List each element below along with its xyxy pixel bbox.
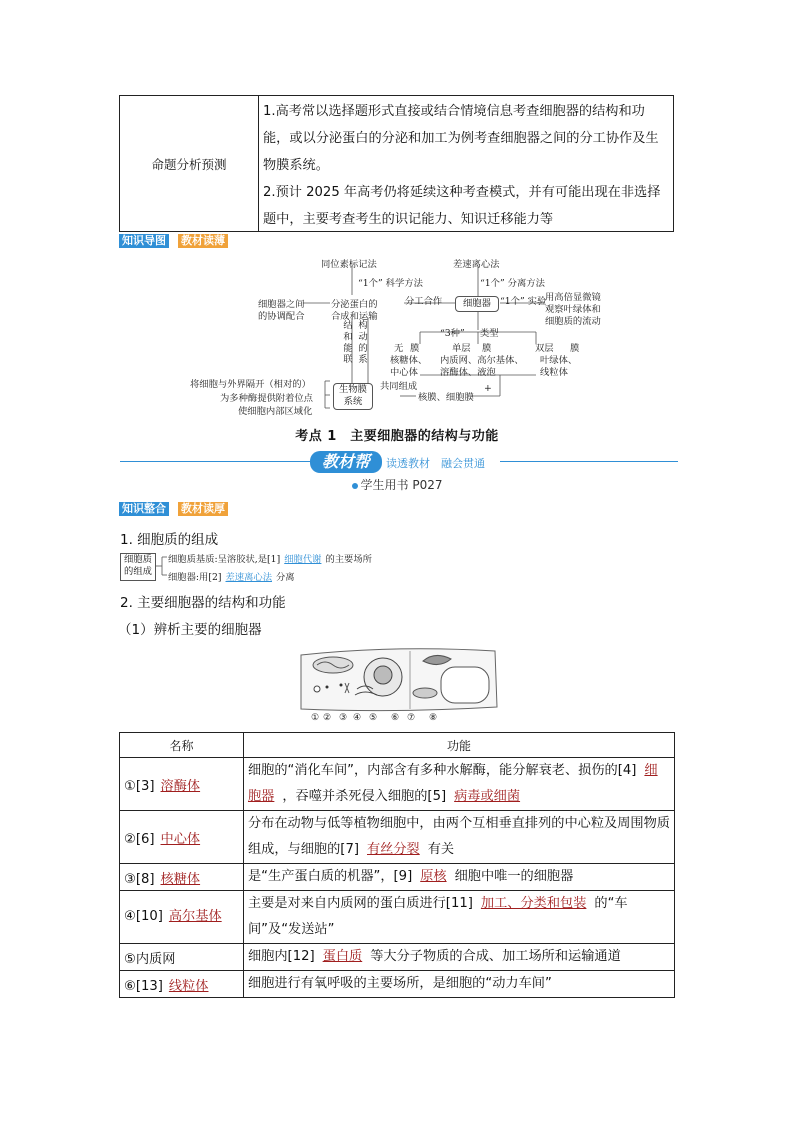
- row-4-name-pre: ④[10]: [124, 909, 163, 924]
- row-2-name-pre: ②[6]: [124, 831, 155, 847]
- table-row: [120, 758, 675, 811]
- row-1-text-a: 细胞的“消化车间”，内部含有多种水解酶，能分解衰老、损伤的: [248, 763, 618, 778]
- biomembrane-label-1: 生物膜: [339, 384, 367, 395]
- secretion-label-2: 合成和运输: [331, 311, 378, 322]
- division-label: 分工合作: [405, 296, 443, 307]
- row-1-name: [120, 758, 244, 811]
- membrane-function-2: 为多种酶提供附着位点: [220, 393, 313, 404]
- no-membrane-items-2: 中心体: [390, 367, 418, 378]
- row-2-name: [120, 811, 244, 864]
- row-2-text-b: 有关: [427, 842, 455, 857]
- cytosol-text: 细胞质基质:呈溶胶状,是[1]: [168, 554, 281, 565]
- section-organelles: 2. 主要细胞器的结构和功能: [120, 595, 286, 611]
- cell-label-4: ④: [353, 713, 362, 723]
- cytosol-text-end: 的主要场所: [325, 554, 372, 565]
- common-compose: 共同组成: [380, 381, 418, 392]
- three-types: “3种”: [440, 328, 465, 339]
- analysis-label: 命题分析预测: [120, 96, 259, 231]
- cytoplasm-box-line-1: 细胞质: [124, 554, 152, 565]
- row-3-function: [244, 864, 675, 891]
- single-membrane-items-1: 内质网、高尔基体、: [440, 355, 524, 366]
- answer-virus-bacteria: 病毒或细菌: [454, 789, 521, 804]
- answer-centrosome: 中心体: [160, 831, 201, 847]
- answer-lysosome: 溶酶体: [160, 778, 201, 794]
- no-membrane-items-1: 核糖体、: [390, 355, 428, 366]
- tag-knowledge-map: 知识导图: [119, 234, 169, 248]
- answer-prokaryote: 原核: [420, 869, 447, 884]
- row-4-text-b: 的“车间”及“发送站”: [248, 896, 628, 937]
- secretion-label-1: 分泌蛋白的: [331, 299, 378, 310]
- answer-cell-metabolism: 细胞代谢: [284, 554, 322, 565]
- biomembrane-label-2: 系统: [343, 396, 363, 407]
- cytosol-line: [168, 551, 372, 565]
- organelle-table: [119, 732, 675, 998]
- structure-function-right: 构动的系: [356, 320, 367, 366]
- student-book-ref-text: 学生用书 P027: [360, 478, 443, 492]
- row-2-text-a: 分布在动物与低等植物细胞中，由两个互相垂直排列的中心粒及周围物质组成，与细胞的[7]: [248, 816, 670, 857]
- row-1-name-pre: ①[3]: [124, 778, 155, 794]
- row-2-function: [244, 811, 675, 864]
- banner-subtitle: 读透教材 融会贯通: [386, 457, 485, 470]
- table-row: [120, 891, 675, 944]
- answer-protein: 蛋白质: [322, 949, 363, 964]
- coop-label-2: 的协调配合: [258, 311, 305, 322]
- single-membrane-mem: 膜: [482, 343, 492, 354]
- double-membrane-mem: 膜: [570, 343, 580, 354]
- coop-label-1: 细胞器之间: [258, 299, 305, 310]
- double-membrane-items-1: 叶绿体、: [540, 355, 578, 366]
- subsection-identify: （1）辨析主要的细胞器: [118, 622, 262, 638]
- analysis-point-2: 2.预计 2025 年高考仍将延续这种考查模式，并有可能出现在非选择题中，主要考查考生的识记能力、知识迁移能力等: [263, 185, 661, 227]
- row-6-name-pre: ⑥[13]: [124, 978, 163, 994]
- tag-textbook-thin: 教材读薄: [178, 234, 228, 248]
- double-membrane-label: 双层: [535, 343, 554, 354]
- membrane-function-1: 将细胞与外界隔开（相对的）: [190, 379, 311, 390]
- cytoplasm-box-line-2: 的组成: [124, 566, 152, 577]
- row-5-text-b: 等大分子物质的合成、加工场所和运输通道: [370, 949, 621, 964]
- row-6-name: [120, 971, 244, 998]
- row-1-text-c: ，吞噬并杀死侵入细胞的[5]: [282, 789, 447, 804]
- table-row: [120, 944, 675, 971]
- no-membrane-mem: 膜: [410, 343, 420, 354]
- row-4-name: [120, 891, 244, 944]
- organelle-text: 细胞器:用[2]: [168, 572, 222, 583]
- single-membrane-label: 单层: [452, 343, 471, 354]
- row-6-function: 细胞进行有氧呼吸的主要场所，是细胞的“动力车间”: [244, 971, 675, 998]
- row-3-text-a: 是“生产蛋白质的机器”，[9]: [248, 869, 413, 884]
- row-3-name-pre: ③[8]: [124, 871, 155, 887]
- row-5-name: ⑤内质网: [120, 944, 244, 971]
- one-science-method: “1个” 科学方法: [358, 278, 423, 289]
- answer-organelle: 细胞器: [248, 763, 658, 804]
- cell-label-2: ②: [323, 713, 332, 723]
- row-1-text-b: [4]: [617, 763, 637, 778]
- header-function: 功能: [244, 733, 675, 758]
- banner-title: 教材帮: [310, 451, 382, 473]
- cell-label-5: ⑤: [369, 713, 378, 723]
- organelle-line: [168, 569, 295, 583]
- cell-label-3: ③: [339, 713, 348, 723]
- cell-label-7: ⑦: [407, 713, 416, 723]
- row-1-function: [244, 758, 675, 811]
- single-membrane-items-2: 溶酶体、液泡: [440, 367, 496, 378]
- row-4-function: [244, 891, 675, 944]
- table-row: [120, 811, 675, 864]
- plus-sign: +: [484, 383, 492, 394]
- tag-knowledge-integration: 知识整合: [119, 502, 169, 516]
- tag-textbook-thick: 教材读厚: [178, 502, 228, 516]
- types-label: 类型: [480, 328, 499, 339]
- isotope-method: 同位素标记法: [321, 259, 377, 270]
- cell-label-8: ⑧: [429, 713, 438, 723]
- experiment-desc-3: 细胞质的流动: [545, 316, 601, 327]
- row-5-function: [244, 944, 675, 971]
- organelle-box: 细胞器: [455, 296, 499, 312]
- one-experiment: “1个” 实验: [500, 296, 547, 307]
- experiment-desc-2: 观察叶绿体和: [545, 304, 601, 315]
- answer-ribosome: 核糖体: [160, 871, 201, 887]
- nuclear-cell-membrane: 核膜、细胞膜: [418, 392, 474, 403]
- row-5-text-a: 细胞内[12]: [248, 949, 315, 964]
- double-membrane-items-2: 线粒体: [540, 367, 568, 378]
- section-cytoplasm: 1. 细胞质的组成: [120, 532, 219, 548]
- answer-mitosis: 有丝分裂: [367, 842, 420, 857]
- answer-golgi: 高尔基体: [168, 909, 222, 924]
- membrane-function-3: 使细胞内部区域化: [238, 406, 313, 417]
- table-header-row: [120, 733, 675, 758]
- centrifuge-method: 差速离心法: [453, 259, 500, 270]
- answer-mitochondria: 线粒体: [168, 978, 209, 994]
- table-row: [120, 971, 675, 998]
- row-3-text-b: 细胞中唯一的细胞器: [454, 869, 574, 884]
- answer-centrifuge: 差速离心法: [225, 572, 272, 583]
- cell-label-1: ①: [311, 713, 322, 723]
- experiment-desc-1: 用高倍显微镜: [545, 292, 601, 303]
- cell-label-6: ⑥: [391, 713, 400, 723]
- section-heading-kaodian: 考点 1 主要细胞器的结构与功能: [295, 429, 499, 444]
- table-row: [120, 864, 675, 891]
- structure-function-left: 结和能联: [341, 320, 352, 366]
- row-4-text-a: 主要是对来自内质网的蛋白质进行[11]: [248, 896, 473, 911]
- header-name: 名称: [120, 733, 244, 758]
- answer-processing: 加工、分类和包装: [480, 896, 587, 911]
- no-membrane-label: 无: [394, 343, 404, 354]
- one-separation-method: “1个” 分离方法: [480, 278, 545, 289]
- row-3-name: [120, 864, 244, 891]
- analysis-point-1: 1.高考常以选择题形式直接或结合情境信息考查细胞器的结构和功能，或以分泌蛋白的分泌和加工为例考查细胞器之间的分工协作及生物膜系统。: [263, 104, 659, 173]
- organelle-text-end: 分离: [276, 572, 295, 583]
